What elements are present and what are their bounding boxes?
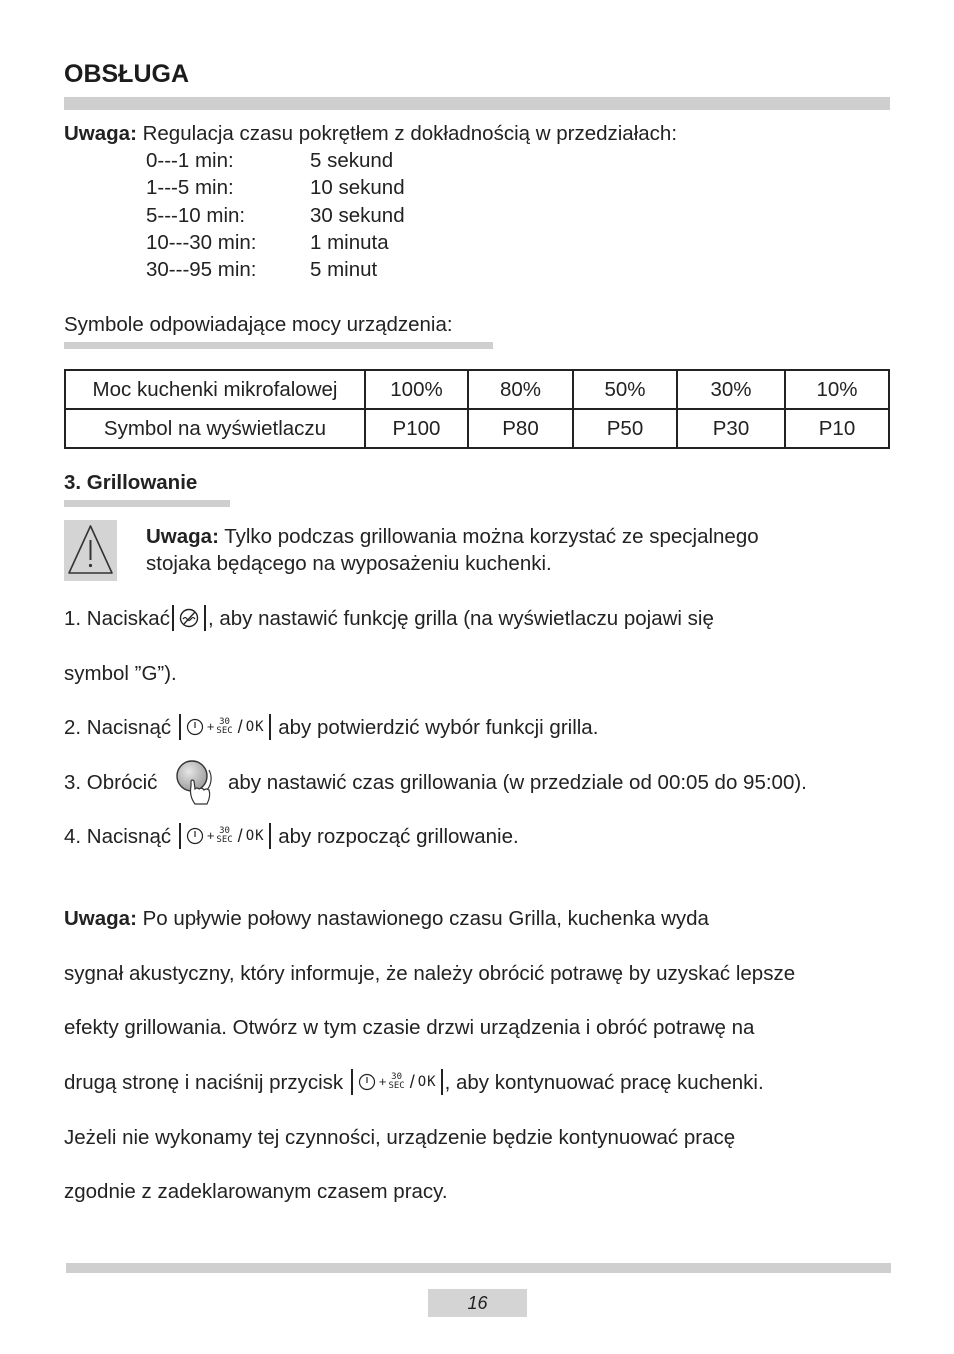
power-table [64,369,890,449]
table-cell: 50% [573,370,677,409]
start-ok-button[interactable]: + 30 SEC / OK [179,714,271,740]
note-turn-food: Uwaga: Po upływie połowy nastawionego czasu Grilla, kuchenka wyda [64,907,709,930]
intro-underline [64,342,493,349]
start-ok-button[interactable]: + 30 SEC / OK [179,823,271,849]
grill-warning-line1: Uwaga: Tylko podczas grillowania można korzystać ze specjalnego [146,525,759,548]
table-cell: P10 [785,409,889,448]
list-item: 1---5 min: 10 sekund [146,176,405,200]
power-start-icon [185,826,205,846]
table-cell: P80 [468,409,573,448]
grill-icon [178,607,200,629]
table-cell: P30 [677,409,785,448]
step-4: 4. Nacisnąć + 30 SEC / OK aby rozpocząć grillowanie. [64,824,519,851]
note-line: zgodnie z zadeklarowanym czasem pracy. [64,1180,448,1203]
footer-divider [66,1263,891,1273]
step-1-continued: symbol ”G”). [64,662,177,685]
page-title: OBSŁUGA [64,60,189,88]
note-text: Regulacja czasu pokrętłem z dokładnością w przedziałach: [136,122,678,145]
step-1: 1. Naciskać , aby nastawić funkcję grilla (na wyświetlaczu pojawi się [64,606,714,633]
warning-icon [64,520,117,581]
note-line: sygnał akustyczny, który informuje, że należy obrócić potrawę by uzyskać lepsze [64,962,796,985]
note-line: drugą stronę i naciśnij przycisk + 30 SEC / OK , aby kontynuować pracę kuchenki. [64,1070,764,1097]
note-label: Uwaga: [64,122,137,145]
step-3-text: aby nastawić czas grillowania (w przedziale od 00:05 do 95:00). [228,771,807,794]
list-item: 5---10 min: 30 sekund [146,203,405,227]
table-cell: 100% [365,370,468,409]
section-heading-grill: 3. Grillowanie [64,471,198,494]
note-label: Uwaga: [64,907,137,930]
time-step-list [146,147,405,283]
table-row [65,409,889,448]
table-cell: P100 [365,409,468,448]
note-line: efekty grillowania. Otwórz w tym czasie drzwi urządzenia i obróć potrawę na [64,1016,755,1039]
page-number: 16 [428,1289,527,1317]
table-cell: P50 [573,409,677,448]
note-time-step [64,121,677,147]
power-symbols-intro: Symbole odpowiadające mocy urządzenia: [64,313,453,336]
power-start-icon [185,717,205,737]
table-cell: Symbol na wyświetlaczu [65,409,365,448]
list-item: 30---95 min: 5 minut [146,258,378,282]
header-divider [64,97,890,110]
list-item: 10---30 min: 1 minuta [146,230,389,254]
heading-underline [64,500,230,507]
warning-label: Uwaga: [146,525,219,548]
rotary-knob-icon[interactable] [171,756,219,817]
table-cell: Moc kuchenki mikrofalowej [65,370,365,409]
power-start-icon [357,1072,377,1092]
table-cell: 30% [677,370,785,409]
note-line: Jeżeli nie wykonamy tej czynności, urządzenie będzie kontynuować pracę [64,1126,736,1149]
grill-warning-line2: stojaka będącego na wyposażeniu kuchenki. [146,552,552,575]
table-cell: 80% [468,370,573,409]
grill-button[interactable] [172,605,206,631]
table-row [65,370,889,409]
step-3: 3. Obrócić [64,771,158,794]
step-2: 2. Nacisnąć + 30 SEC / OK aby potwierdzić wybór funkcji grilla. [64,715,598,742]
table-cell: 10% [785,370,889,409]
start-ok-button[interactable]: + 30 SEC / OK [351,1069,443,1095]
list-item: 0---1 min: 5 sekund [146,149,394,172]
